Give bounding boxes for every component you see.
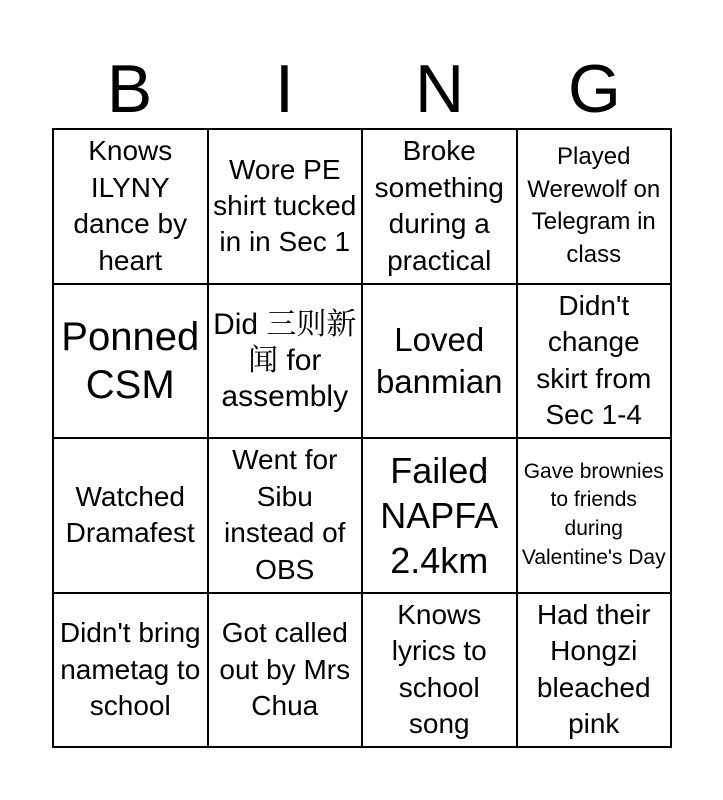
- cell-text: Didn't bring nametag to school: [59, 617, 201, 721]
- cell-text: Did 三则新闻 for assembly: [213, 307, 357, 413]
- bingo-header: [52, 50, 672, 128]
- bingo-cell[interactable]: [209, 285, 364, 440]
- cell-text: Wore PE shirt tucked in in Sec 1: [213, 153, 357, 258]
- cell-text: Watched Dramafest: [65, 480, 195, 549]
- cell-text: Had their Hongzi bleached pink: [536, 598, 651, 740]
- bingo-cell[interactable]: [518, 130, 673, 285]
- cell-text: Ponned CSM: [61, 314, 200, 407]
- cell-text: Didn't change skirt from Sec 1-4: [536, 289, 652, 431]
- cell-text: Loved banmian: [375, 320, 503, 400]
- bingo-cell[interactable]: [54, 439, 209, 594]
- bingo-cell[interactable]: [54, 285, 209, 440]
- bingo-cell[interactable]: [363, 130, 518, 285]
- header-letter-n: N: [414, 51, 465, 127]
- bingo-cell[interactable]: [518, 285, 673, 440]
- header-letter-i: I: [275, 51, 294, 127]
- header-letter-g: G: [568, 51, 621, 127]
- bingo-cell[interactable]: [363, 285, 518, 440]
- bingo-cell[interactable]: [209, 439, 364, 594]
- cell-text: Gave brownies to friends during Valentine's Day: [521, 459, 666, 570]
- bingo-cell[interactable]: [54, 594, 209, 749]
- cell-text: Played Werewolf on Telegram in class: [527, 143, 661, 268]
- bingo-cell[interactable]: [54, 130, 209, 285]
- bingo-cell[interactable]: [518, 594, 673, 749]
- cell-text: Broke something during a practical: [374, 135, 504, 276]
- cell-text: Went for Sibu instead of OBS: [224, 444, 346, 585]
- bingo-cell[interactable]: [363, 594, 518, 749]
- bingo-grid: [52, 128, 672, 748]
- bingo-cell[interactable]: [209, 130, 364, 285]
- cell-text: Got called out by Mrs Chua: [219, 617, 351, 721]
- bingo-cell[interactable]: [209, 594, 364, 749]
- header-letter-b: B: [106, 51, 153, 127]
- cell-text: Knows ILYNY dance by heart: [73, 135, 188, 276]
- bingo-cell[interactable]: [518, 439, 673, 594]
- bingo-cell[interactable]: [363, 439, 518, 594]
- cell-text: Failed NAPFA 2.4km: [380, 449, 499, 581]
- cell-text: Knows lyrics to school song: [391, 598, 487, 740]
